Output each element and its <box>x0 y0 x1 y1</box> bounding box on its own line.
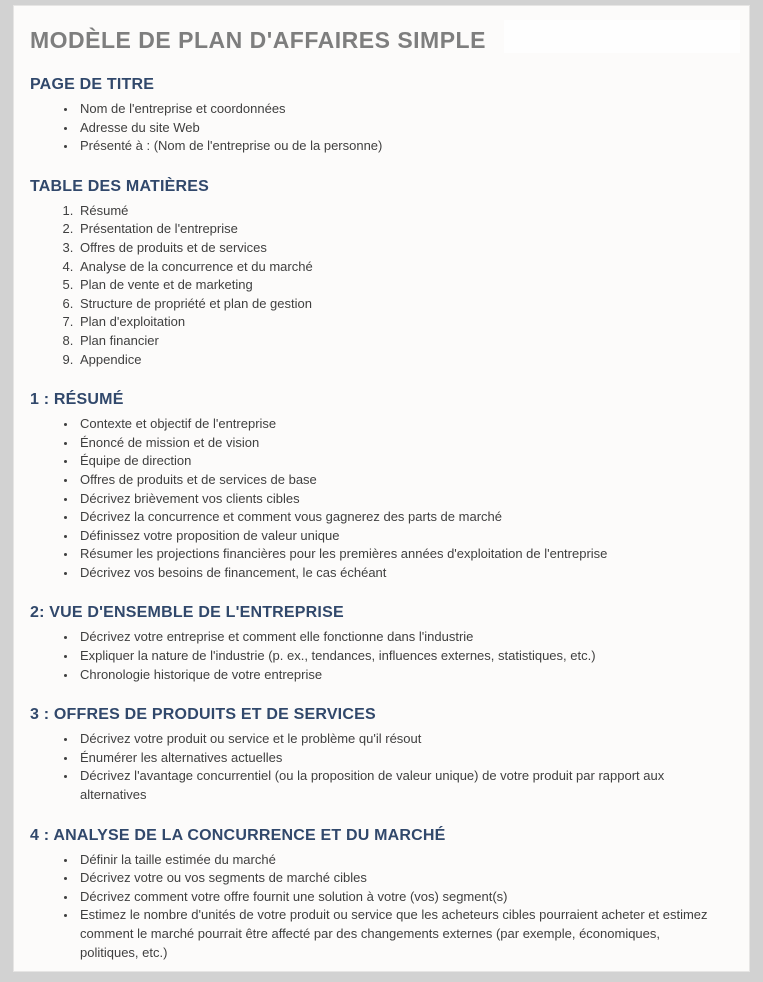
list-item: • Décrivez comment votre offre fournit une solution à votre (vos) segment(s) <box>77 888 716 907</box>
bullet-list <box>30 100 716 156</box>
list-item: 7. Plan d'exploitation <box>77 313 716 332</box>
list-item: • Décrivez votre produit ou service et le problème qu'il résout <box>77 730 716 749</box>
list-item: • Adresse du site Web <box>77 119 716 138</box>
logo-placeholder <box>504 20 740 53</box>
document-section <box>30 75 716 156</box>
document-title: MODÈLE DE PLAN D'AFFAIRES SIMPLE <box>30 27 486 53</box>
section-heading: 2: VUE D'ENSEMBLE DE L'ENTREPRISE <box>30 604 344 622</box>
section-heading: 4 : ANALYSE DE LA CONCURRENCE ET DU MARCHÉ <box>30 826 446 844</box>
document-section <box>30 177 716 369</box>
list-item: • Expliquer la nature de l'industrie (p. ex., tendances, influences externes, statistiques, etc.) <box>77 647 716 666</box>
section-heading: PAGE DE TITRE <box>30 76 155 93</box>
list-item: • Contexte et objectif de l'entreprise <box>77 415 716 434</box>
list-item: • Nom de l'entreprise et coordonnées <box>77 100 716 119</box>
document-section <box>30 603 716 684</box>
list-item: • Chronologie historique de votre entreprise <box>77 666 716 685</box>
list-item: • Estimez le nombre d'unités de votre produit ou service que les acheteurs cibles pourraient acheter et estimez comment le marché pourrait être affecté par des changements externes (par exemple, économiques, politiques, etc.) <box>77 906 716 962</box>
list-item: • Décrivez l'avantage concurrentiel (ou la proposition de valeur unique) de votre produit par rapport aux alternatives <box>77 767 716 804</box>
document-section <box>30 390 716 582</box>
section-heading: 3 : OFFRES DE PRODUITS ET DE SERVICES <box>30 706 376 724</box>
bullet-list <box>30 730 716 804</box>
list-item: • Décrivez vos besoins de financement, le cas échéant <box>77 564 716 583</box>
sections <box>30 75 716 962</box>
bullet-list <box>30 851 716 963</box>
list-item: • Énumérer les alternatives actuelles <box>77 749 716 768</box>
list-item: 4. Analyse de la concurrence et du marché <box>77 258 716 277</box>
list-item: 3. Offres de produits et de services <box>77 239 716 258</box>
bullet-list <box>30 628 716 684</box>
numbered-list <box>30 202 716 369</box>
section-heading: 1 : RÉSUMÉ <box>30 391 124 409</box>
list-item: 8. Plan financier <box>77 332 716 351</box>
list-item: • Équipe de direction <box>77 452 716 471</box>
list-item: • Décrivez brièvement vos clients cibles <box>77 490 716 509</box>
bullet-list <box>30 415 716 582</box>
list-item: • Énoncé de mission et de vision <box>77 434 716 453</box>
list-item: • Décrivez la concurrence et comment vous gagnerez des parts de marché <box>77 508 716 527</box>
list-item: • Définissez votre proposition de valeur unique <box>77 527 716 546</box>
list-item: • Décrivez votre entreprise et comment elle fonctionne dans l'industrie <box>77 628 716 647</box>
list-item: • Offres de produits et de services de base <box>77 471 716 490</box>
document-page <box>13 5 750 972</box>
list-item: • Résumer les projections financières pour les premières années d'exploitation de l'entreprise <box>77 545 716 564</box>
list-item: 1. Résumé <box>77 202 716 221</box>
list-item: 2. Présentation de l'entreprise <box>77 220 716 239</box>
list-item: 6. Structure de propriété et plan de gestion <box>77 295 716 314</box>
section-heading: TABLE DES MATIÈRES <box>30 177 210 195</box>
list-item: 9. Appendice <box>77 351 716 370</box>
document-section <box>30 705 716 804</box>
list-item: • Définir la taille estimée du marché <box>77 851 716 870</box>
document-section <box>30 826 716 963</box>
document-header <box>30 26 716 54</box>
list-item: 5. Plan de vente et de marketing <box>77 276 716 295</box>
list-item: • Présenté à : (Nom de l'entreprise ou de la personne) <box>77 137 716 156</box>
list-item: • Décrivez votre ou vos segments de marché cibles <box>77 869 716 888</box>
